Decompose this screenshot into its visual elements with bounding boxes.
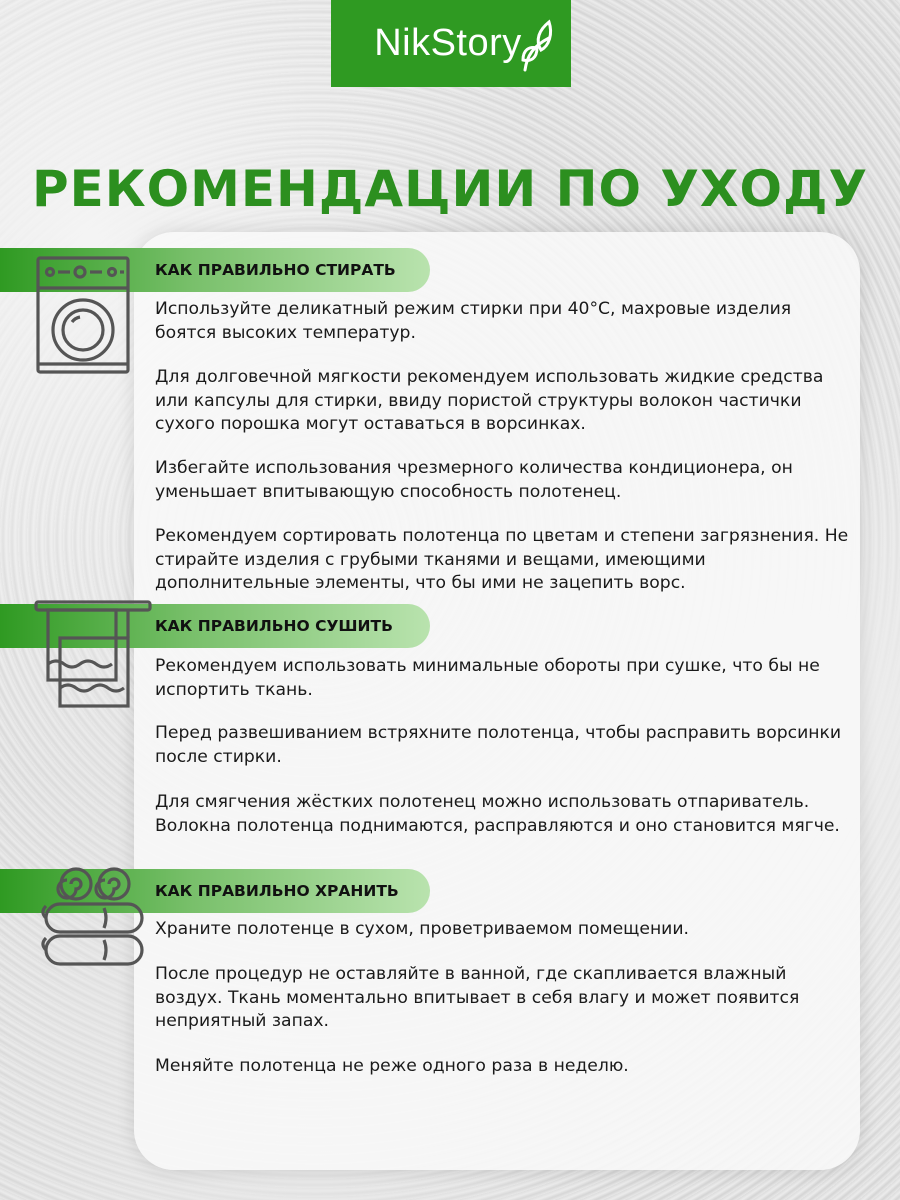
store-paragraph-1: Храните полотенце в сухом, проветриваемом помещении.: [155, 919, 689, 939]
brand-name: NikStory: [374, 22, 522, 64]
store-paragraph-2: После процедур не оставляйте в ванной, где скапливается влажный воздух. Ткань моментально впитывает в себя влагу и может появится неприятный запах.: [155, 964, 800, 1031]
dry-paragraph-2: Перед развешиванием встряхните полотенца, чтобы расправить ворсинки после стирки.: [155, 723, 842, 767]
page-title: РЕКОМЕНДАЦИИ ПО УХОДУ: [31, 160, 869, 218]
section-heading-dry: КАК ПРАВИЛЬНО СУШИТЬ: [155, 617, 393, 635]
leaf-icon: [519, 16, 557, 74]
store-paragraph-3: Меняйте полотенца не реже одного раза в неделю.: [155, 1056, 629, 1076]
brand-logo: [331, 0, 571, 87]
wash-paragraph-4: Рекомендуем сортировать полотенца по цветам и степени загрязнения. Не стирайте изделия с грубыми тканями и вещами, имеющими дополнительные элементы, что бы ими не зацепить ворс.: [155, 526, 849, 593]
wash-paragraph-2: Для долговечной мягкости рекомендуем использовать жидкие средства или капсулы для стирки, ввиду пористой структуры волокон частички сухого порошка могут оставаться в ворсинках.: [155, 367, 824, 434]
section-heading-wash: КАК ПРАВИЛЬНО СТИРАТЬ: [155, 261, 396, 279]
dry-paragraph-3: Для смягчения жёстких полотенец можно использовать отпариватель. Волокна полотенца поднимаются, расправляются и оно становится мягче.: [155, 792, 840, 836]
rolled-towels-icon: [36, 864, 148, 976]
section-heading-store: КАК ПРАВИЛЬНО ХРАНИТЬ: [155, 882, 399, 900]
wash-paragraph-3: Избегайте использования чрезмерного количества кондиционера, он уменьшает впитывающую способность полотенец.: [155, 458, 793, 502]
washing-machine-icon: [36, 256, 130, 374]
wash-paragraph-1: Используйте деликатный режим стирки при 40°С, махровые изделия боятся высоких температур.: [155, 299, 792, 343]
towel-rack-icon: [34, 598, 154, 708]
dry-paragraph-1: Рекомендуем использовать минимальные обороты при сушке, что бы не испортить ткань.: [155, 656, 820, 700]
